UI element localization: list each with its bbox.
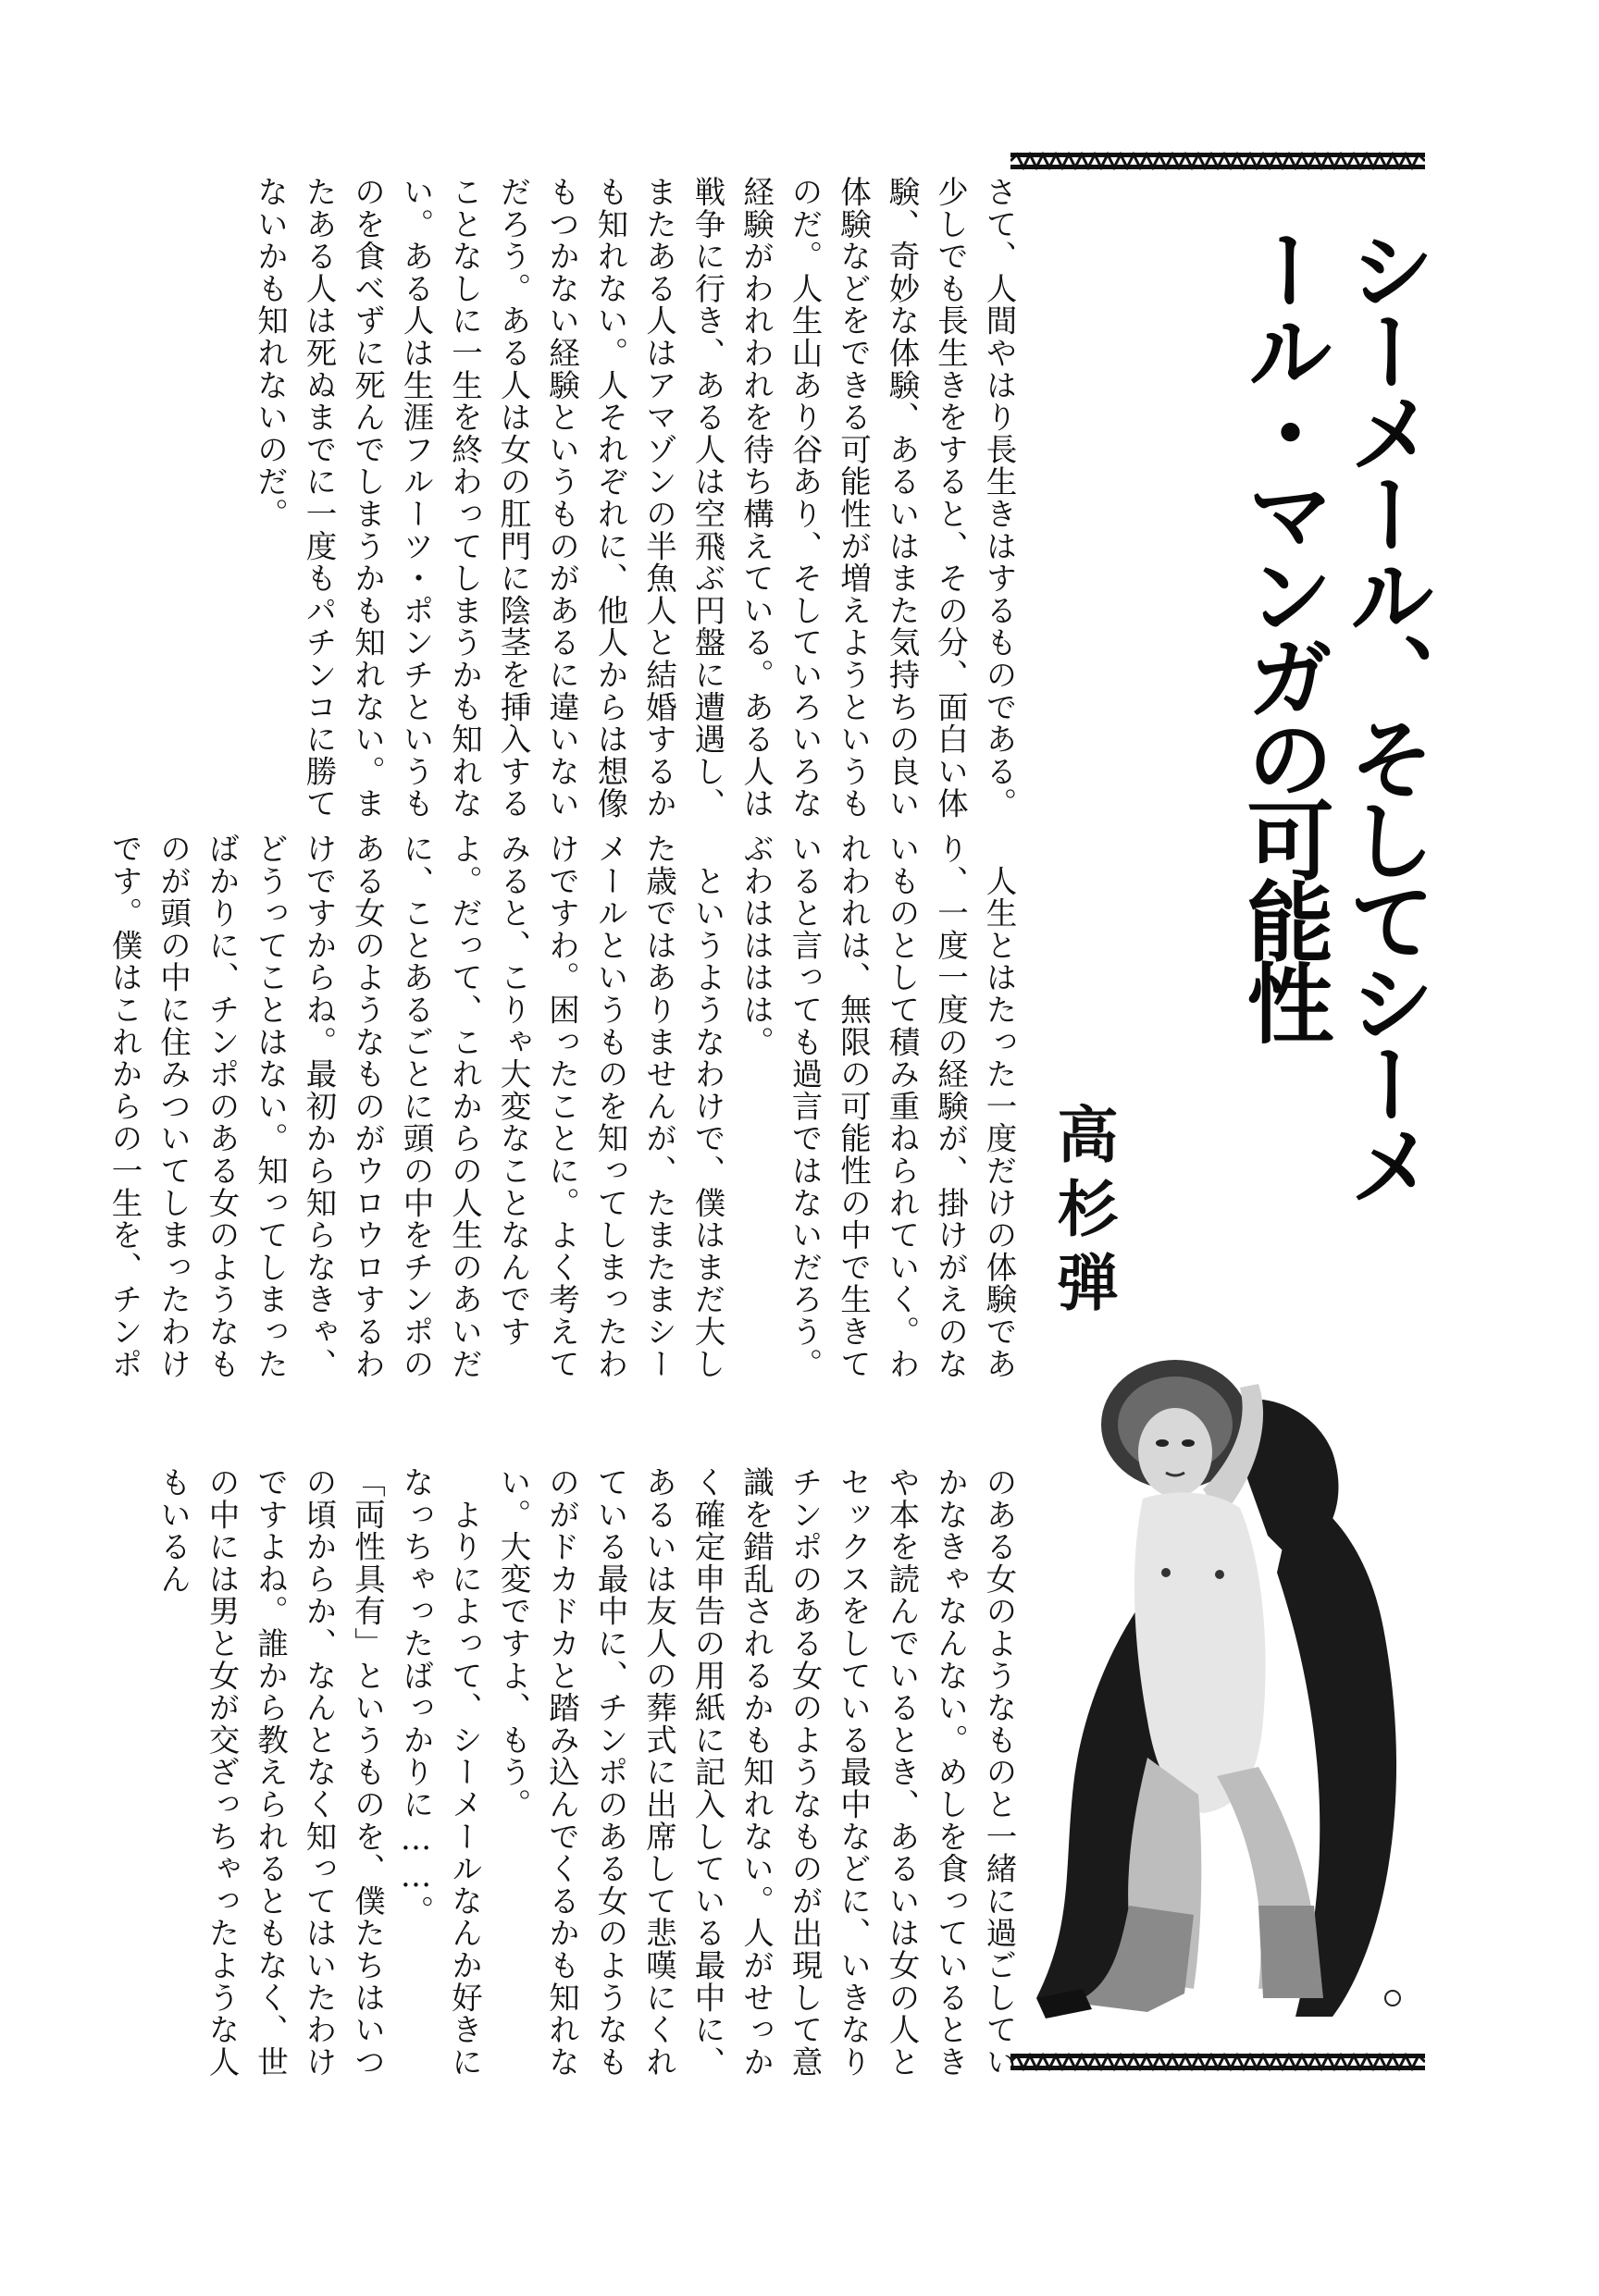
body-text-section-2 [106, 833, 1023, 1406]
paragraph: 人生とはたった一度だけの体験であり、一度一度の経験が、掛けがえのないものとして積み重ねられていく。われわれは、無限の可能性の中で生きていると言っても過言ではないだろう。ぶわはははは。 というようなわけで、僕はまだ大した歳ではありませんが、たまたまシーメールというものを知ってしまったわけですわ。困ったことに。よく考えてみると、こりゃ大変なことなんですよ。だって、これからの人生のあいだに、ことあるごとに頭の中をチンポのある女のようなものがウロウロするわけですからね。最初から知らなきゃ、どうってことはない。知ってしまったばかりに、チンポのある女のようなものが頭の中に住みついてしまったわけです。僕はこれからの一生を、チンポ [106, 833, 1017, 1380]
paragraph: のある女のようなものと一緒に過ごしていかなきゃなんない。めしを食っているときや本を読んでいるとき、あるいは女の人とセックスをしている最中などに、いきなりチンポのある女のようなものが出現して意識を錯乱されるかも知れない。人がせっかく確定申告の用紙に記入している最中に、あるいは友人の葬式に出席して悲嘆にくれている最中に、チンポのある女のようなものがドカドカと踏み込んでくるかも知れない。大変ですよ、もう。 よりによって、シーメールなんか好きになっちゃったばっかりに……。 「両性具有」というものを、僕たちはいつの頃からか、なんとなく知ってはいたわけですよね。誰から教えられるともなく、世の中には男と女が交ざっちゃったような人もいるん [155, 1466, 1017, 2079]
author-name: 高杉弾 [1047, 1103, 1118, 1325]
body-text-section-1 [208, 176, 1023, 823]
figure-illustration [1018, 1351, 1416, 2035]
article-title: シーメール、そしてシーメール・マンガの可能性 [1232, 226, 1434, 1203]
body-text-section-3 [155, 1466, 1023, 2086]
bottom-zigzag-border [1010, 2052, 1425, 2072]
top-zigzag-border [1010, 151, 1425, 171]
paragraph: さて、人間やはり長生きはするものである。少しでも長生きをすると、その分、面白い体験、奇妙な体験、あるいはまた気持ちの良い体験などをできる可能性が増えようというものだ。人生山あり谷あり、そしていろいろな経験がわれわれを待ち構えている。ある人は戦争に行き、ある人は空飛ぶ円盤に遭遇し、またある人はアマゾンの半魚人と結婚するかも知れない。人それぞれに、他人からは想像もつかない経験というものがあるに違いないだろう。ある人は女の肛門に陰茎を挿入することなしに一生を終わってしまうかも知れない。ある人は生涯フルーツ・ポンチというものを食べずに死んでしまうかも知れない。またある人は死ぬまでに一度もパチンコに勝てないかも知れないのだ。 [252, 176, 1017, 820]
